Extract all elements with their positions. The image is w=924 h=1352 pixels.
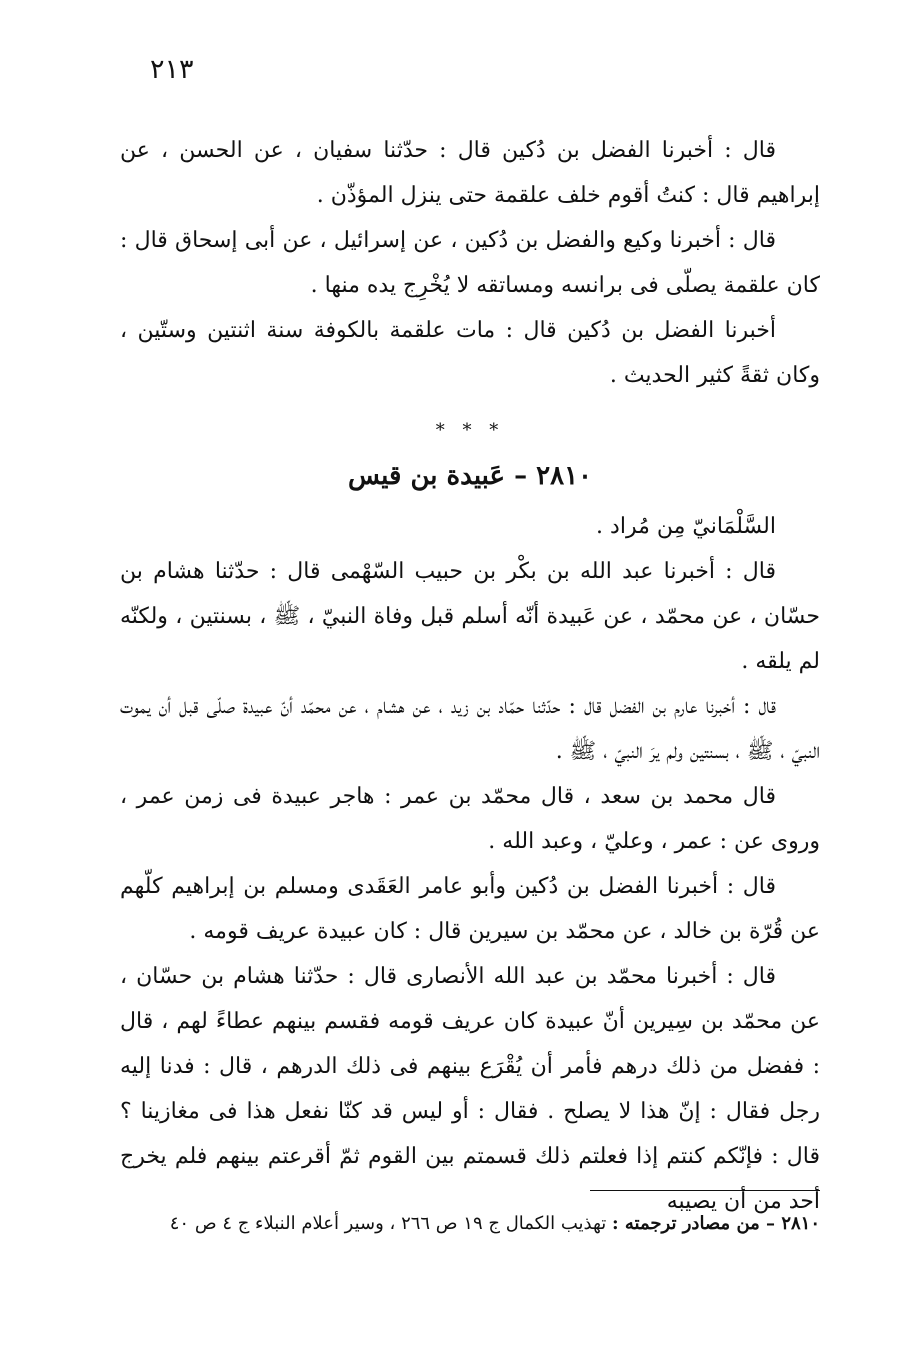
footnote-rule [590, 1190, 820, 1191]
entry-heading: ٢٨١٠ – عَبيدة بن قيس [348, 461, 592, 491]
paragraph: أخبرنا الفضل بن دُكين قال : مات علقمة بالكوفة سنة اثنتين وستّين ، وكان ثقةً كثير الحديث . [120, 318, 820, 388]
section-separator: * * * [435, 420, 505, 441]
paragraph: قال محمد بن سعد ، قال محمّد بن عمر : هاجر عبيدة فى زمن عمر ، وروى عن : عمر ، وعليّ ، وعبد الله . [120, 784, 820, 854]
page-body [120, 128, 820, 1224]
footnote [120, 1204, 820, 1244]
footnote-text: تهذيب الكمال ج ١٩ ص ٢٦٦ ، وسير أعلام النبلاء ج ٤ ص ٤٠ [169, 1213, 607, 1234]
paragraph: قال : أخبرنا وكيع والفضل بن دُكين ، عن إسرائيل ، عن أبى إسحاق قال : كان علقمة يصلّى فى برانسه ومساتقه لا يُخْرِج يده منها . [120, 228, 820, 298]
paragraph: قال : أخبرنا محمّد بن عبد الله الأنصارى قال : حدّثنا هشام بن حسّان ، عن محمّد بن سِيرين أنّ عبيدة كان عريف قومه فقسم بينهم عطاءً لهم ، قال : ففضل من ذلك درهم فأمر أن يُقْرَع بينهم فى ذلك الدرهم ، قال : فدنا إليه رجل فقال : إنّ هذا لا يصلح . فقال : أو ليس قد كنّا نفعل هذا فى مغازينا ؟ قال : فإنّكم كنتم إذا فعلتم ذلك قسمتم بين القوم ثمّ أقرعتم بينهم فلم يخرج أحد من أن يصيبه [120, 964, 820, 1214]
paragraph: قال : أخبرنا الفضل بن دُكين قال : حدّثنا سفيان ، عن الحسن ، عن إبراهيم قال : كنتُ أقوم خلف علقمة حتى ينزل المؤذّن . [120, 138, 820, 208]
page-number: ٢١٣ [150, 54, 194, 85]
paragraph: قال : أخبرنا عارم بن الفضل قال : حدّثنا حمّاد بن زيد ، عن هشام ، عن محمّد أنّ عبيدة صلّى قبل أن يموت النبيّ ، ﷺ ، بسنتين ولم يرَ النبيّ ، ﷺ . [120, 694, 820, 764]
footnote-label: ٢٨١٠ – من مصادر ترجمته : [612, 1213, 820, 1234]
paragraph: قال : أخبرنا الفضل بن دُكين وأبو عامر العَقَدى ومسلم بن إبراهيم كلّهم عن قُرّة بن خالد ، عن محمّد بن سيرين قال : كان عبيدة عريف قومه . [120, 874, 820, 944]
paragraph: السَّلْمَانيّ مِن مُراد . [596, 514, 776, 539]
paragraph: قال : أخبرنا عبد الله بن بكْر بن حبيب السّهْمى قال : حدّثنا هشام بن حسّان ، عن محمّد ، عن عَبيدة أنّه أسلم قبل وفاة النبيّ ، ﷺ ، بسنتين ، ولكنّه لم يلقه . [120, 559, 820, 674]
